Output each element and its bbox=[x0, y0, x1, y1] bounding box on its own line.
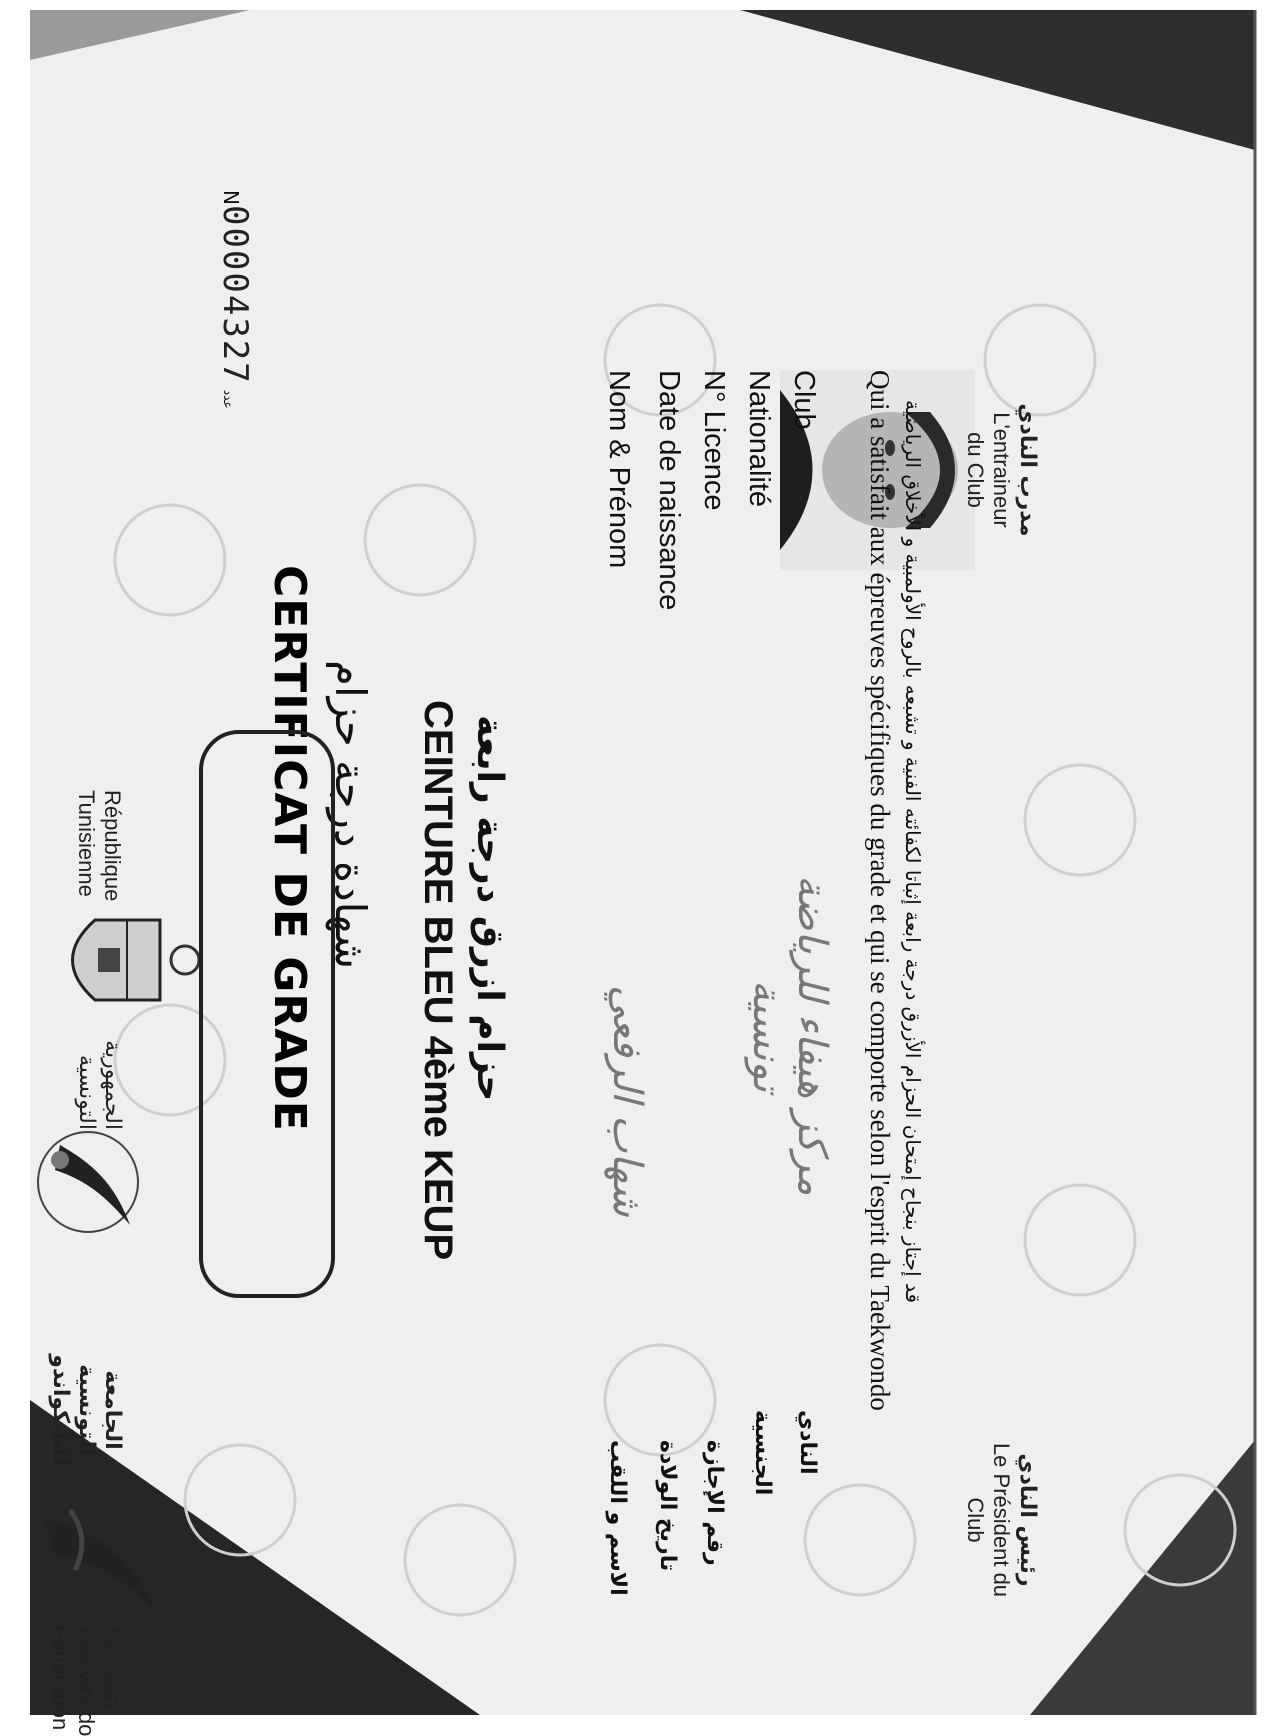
field-label-name-ar: الاسم و اللقب bbox=[605, 1440, 630, 1596]
field-value-name: شهاب الرفعي bbox=[604, 985, 650, 1217]
republic-name-ar bbox=[73, 1020, 125, 1130]
world-taekwondo-logo bbox=[20, 1115, 155, 1250]
tunisia-coat-of-arms-icon bbox=[45, 910, 205, 1010]
trainer-signature-block bbox=[962, 390, 1040, 550]
field-label-licence-ar: رقم الإجازة bbox=[702, 1440, 727, 1566]
belt-grade-ar: حزام ازرق درجة رابعة bbox=[469, 715, 510, 1102]
trainer-title-fr-line2: du Club bbox=[963, 432, 988, 508]
president-title-fr-line2: Club bbox=[963, 1497, 988, 1543]
field-label-nationality-ar: الجنسية bbox=[750, 1410, 775, 1496]
trainer-title-ar: مدرب النادي bbox=[1015, 403, 1040, 537]
republic-fr-line2: Tunisienne bbox=[74, 790, 99, 897]
federation-en-line3: Federation bbox=[48, 1625, 73, 1731]
republic-fr-line1: République bbox=[100, 790, 125, 902]
statement-fr: Qui a satisfait aux épreuves spécifiques du grade et qui se comporte selon l'esprit du Taekwondo bbox=[865, 370, 895, 1411]
president-signature-block bbox=[962, 1420, 1040, 1620]
field-label-licence-fr: N° Licence bbox=[698, 370, 730, 511]
field-label-birthdate-fr: Date de naissance bbox=[653, 370, 685, 611]
certificate-title-ar: شهادة درجة حزام bbox=[326, 660, 375, 970]
federation-swoosh-logo bbox=[35, 1500, 165, 1620]
federation-ar-line2: التونسية bbox=[74, 1364, 99, 1456]
statement-ar: قد إجتاز بنجاح إمتحان الحزام الأزرق درجة رابعة إثباتا لكفائته الفنية و تشبعه بالروح الأولمبية و الأخلاق الرياضية bbox=[901, 400, 925, 1304]
field-label-nationality-fr: Nationalité bbox=[743, 370, 775, 508]
republic-ar-line2: التونسية bbox=[74, 1054, 99, 1130]
field-label-club-fr: Club bbox=[788, 370, 820, 430]
republic-name-fr bbox=[73, 790, 125, 902]
federation-name-en bbox=[47, 1625, 125, 1736]
serial-number bbox=[215, 190, 255, 409]
serial-prefix: N bbox=[219, 190, 243, 205]
federation-en-line1: Tunisian bbox=[100, 1625, 125, 1708]
club-stamp bbox=[199, 730, 335, 1298]
field-label-name-fr: Nom & Prénom bbox=[603, 370, 635, 569]
certificate-title-fr: CERTIFICAT DE GRADE bbox=[264, 565, 315, 1132]
federation-ar-line1: الجامعة bbox=[100, 1370, 125, 1450]
federation-name-ar bbox=[47, 1335, 125, 1485]
federation-ar-line3: للتايكواندو bbox=[48, 1354, 73, 1466]
president-title-fr-line1: Le Président du bbox=[989, 1442, 1014, 1598]
president-title-ar: رئيس النادي bbox=[1015, 1453, 1040, 1587]
republic-ar-line1: الجمهورية bbox=[100, 1040, 125, 1130]
trainer-title-fr-line1: L'entraineur bbox=[989, 412, 1014, 528]
serial-ar-label: عدد bbox=[221, 389, 235, 409]
field-value-nationality: تونسية bbox=[744, 980, 790, 1093]
serial-value: 00004327 bbox=[215, 204, 255, 385]
field-label-club-ar: النادي bbox=[795, 1410, 820, 1475]
belt-grade-fr: CEINTURE BLEU 4ème KEUP bbox=[416, 700, 460, 1261]
field-value-club: مركز هيفاء للرياضة bbox=[789, 875, 835, 1196]
federation-en-line2: Taekwondo bbox=[74, 1625, 99, 1736]
field-label-birthdate-ar: تاريخ الولادة bbox=[655, 1440, 680, 1572]
